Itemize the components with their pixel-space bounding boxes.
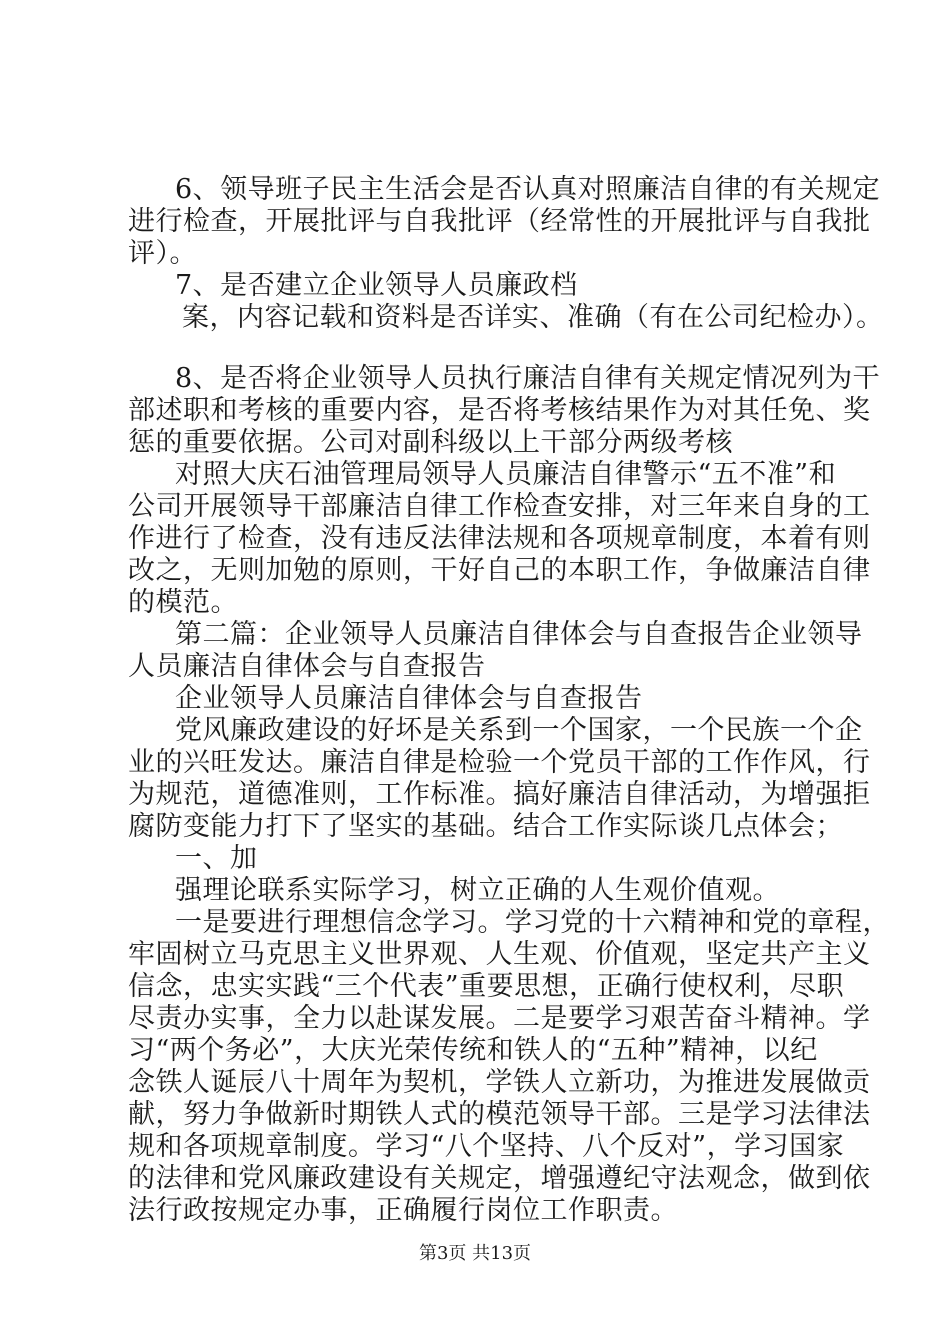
- paragraph-line: 献，努力争做新时期铁人式的模范领导干部。三是学习法律法: [128, 1099, 871, 1130]
- paragraph-line: 腐防变能力打下了坚实的基础。结合工作实际谈几点体会；: [128, 811, 843, 842]
- paragraph-line: 部述职和考核的重要内容，是否将考核结果作为对其任免、奖: [128, 395, 871, 426]
- paragraph-line: 6、领导班子民主生活会是否认真对照廉洁自律的有关规定: [175, 174, 881, 205]
- section-heading: 第二篇：企业领导人员廉洁自律体会与自查报告企业领导: [175, 619, 863, 650]
- paragraph-line: 作进行了检查，没有违反法律法规和各项规章制度，本着有则: [128, 523, 871, 554]
- paragraph-line: 进行检查，开展批评与自我批评（经常性的开展批评与自我批: [128, 206, 871, 237]
- paragraph-line: 规和各项规章制度。学习“八个坚持、八个反对”，学习国家: [128, 1131, 845, 1162]
- paragraph-line: 评）。: [128, 238, 197, 269]
- paragraph-line: 的法律和党风廉政建设有关规定，增强遵纪守法观念，做到依: [128, 1163, 871, 1194]
- paragraph-line: 法行政按规定办事，正确履行岗位工作职责。: [128, 1195, 678, 1226]
- paragraph-line: 7、是否建立企业领导人员廉政档: [175, 270, 578, 301]
- paragraph-line: 案，内容记载和资料是否详实、准确（有在公司纪检办）。: [182, 302, 884, 333]
- subheading-line: 强理论联系实际学习，树立正确的人生观价值观。: [175, 875, 780, 906]
- paragraph-line: 业的兴旺发达。廉洁自律是检验一个党员干部的工作作风，行: [128, 747, 871, 778]
- article-title: 企业领导人员廉洁自律体会与自查报告: [175, 683, 643, 714]
- paragraph-line: 习“两个务必”，大庆光荣传统和铁人的“五种”精神，以纪: [128, 1035, 818, 1066]
- paragraph-line: 念铁人诞辰八十周年为契机，学铁人立新功，为推进发展做贡: [128, 1067, 871, 1098]
- paragraph-line: 8、是否将企业领导人员执行廉洁自律有关规定情况列为干: [175, 363, 881, 394]
- paragraph-line: 信念，忠实实践“三个代表”重要思想，正确行使权利，尽职: [128, 971, 845, 1002]
- paragraph-line: 党风廉政建设的好坏是关系到一个国家，一个民族一个企: [175, 715, 863, 746]
- paragraph-line: 为规范，道德准则，工作标准。搞好廉洁自律活动，为增强拒: [128, 779, 871, 810]
- paragraph-line: 惩的重要依据。公司对副科级以上干部分两级考核: [128, 427, 733, 458]
- paragraph-line: 的模范。: [128, 587, 238, 618]
- paragraph-line: 改之，无则加勉的原则，干好自己的本职工作，争做廉洁自律: [128, 555, 871, 586]
- paragraph-line: 对照大庆石油管理局领导人员廉洁自律警示“五不准”和: [175, 459, 837, 490]
- paragraph-line: 牢固树立马克思主义世界观、人生观、价值观，坚定共产主义: [128, 939, 871, 970]
- section-heading: 人员廉洁自律体会与自查报告: [128, 651, 486, 682]
- paragraph-line: 一是要进行理想信念学习。学习党的十六精神和党的章程，: [175, 907, 890, 938]
- paragraph-line: 尽责办实事，全力以赴谋发展。二是要学习艰苦奋斗精神。学: [128, 1003, 871, 1034]
- subheading-line: 一、加: [175, 843, 258, 874]
- paragraph-line: 公司开展领导干部廉洁自律工作检查安排，对三年来自身的工: [128, 491, 871, 522]
- page-footer: 第3页 共13页: [418, 1243, 532, 1264]
